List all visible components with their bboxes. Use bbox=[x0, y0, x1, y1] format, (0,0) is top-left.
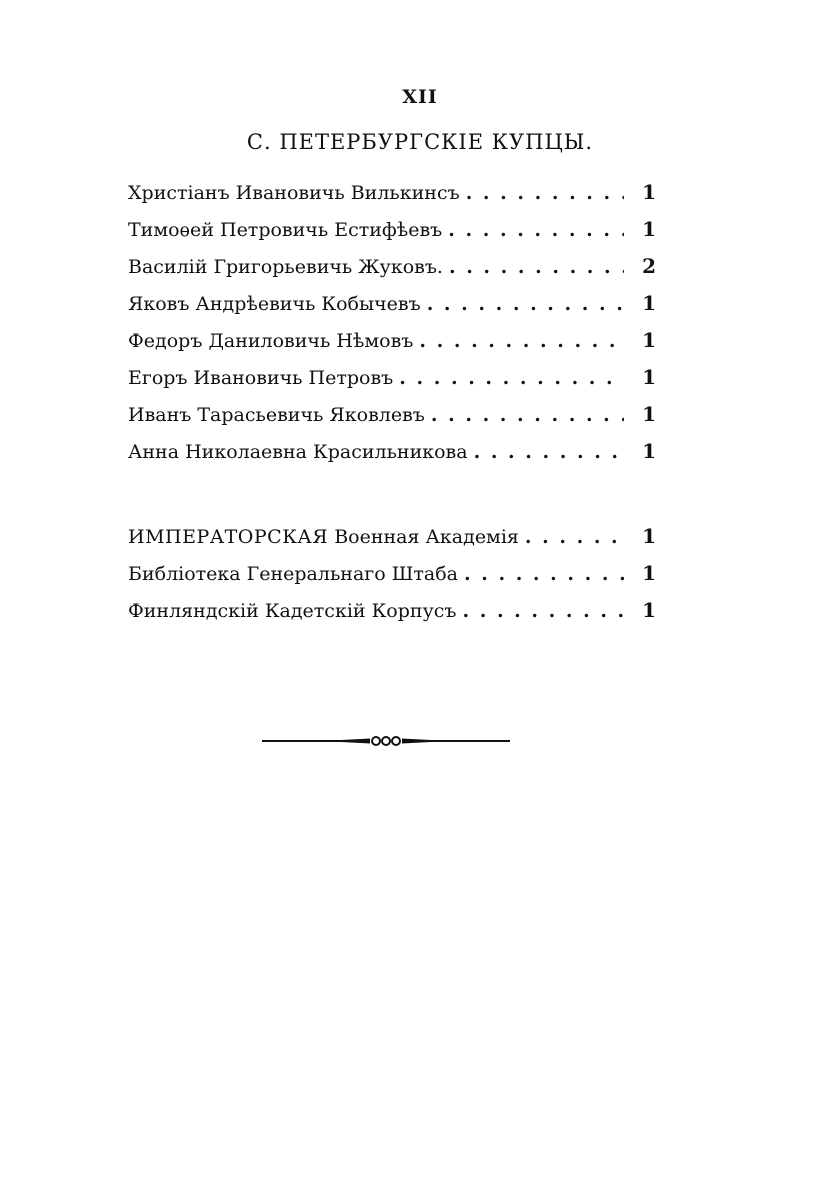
subscriber-name: Иванъ Тарасьевичь Яковлевъ bbox=[128, 404, 425, 426]
copies-count: 1 bbox=[642, 217, 656, 241]
dot-leader bbox=[419, 330, 624, 352]
ornament-bead bbox=[392, 737, 400, 745]
page-number: XII bbox=[402, 86, 438, 108]
copies-count: 1 bbox=[642, 402, 656, 426]
institution-name bbox=[128, 526, 519, 548]
copies-count: 1 bbox=[642, 180, 656, 204]
merchants-list bbox=[128, 180, 656, 476]
list-item bbox=[128, 598, 656, 635]
subscriber-name: Егоръ Ивановичь Петровъ bbox=[128, 367, 394, 389]
institution-name-rest: Военная Академія bbox=[328, 526, 519, 548]
section-title: С. ПЕТЕРБУРГСКІЕ КУПЦЫ. bbox=[246, 130, 594, 154]
copies-count: 1 bbox=[642, 439, 656, 463]
subscriber-name: Тимоѳей Петровичь Естифѣевъ bbox=[128, 219, 443, 241]
list-item bbox=[128, 524, 656, 561]
institution-name bbox=[128, 600, 456, 622]
dot-leader bbox=[474, 441, 624, 463]
list-item bbox=[128, 328, 656, 365]
dot-leader bbox=[525, 526, 624, 548]
institutions-list bbox=[128, 524, 656, 635]
dot-leader bbox=[431, 404, 624, 426]
dot-leader bbox=[449, 256, 624, 278]
subscriber-name: Христіанъ Ивановичь Вилькинсъ bbox=[128, 182, 460, 204]
list-item bbox=[128, 365, 656, 402]
copies-count: 2 bbox=[642, 254, 656, 278]
subscriber-name: Федоръ Даниловичь Нѣмовъ bbox=[128, 330, 414, 352]
institution-name-caps: ИМПЕРАТОРСКАЯ bbox=[128, 526, 329, 548]
copies-count: 1 bbox=[642, 291, 656, 315]
copies-count: 1 bbox=[642, 524, 656, 548]
copies-count: 1 bbox=[642, 328, 656, 352]
dot-leader bbox=[462, 600, 624, 622]
ornament-rule bbox=[262, 733, 510, 749]
ornament-taper-left bbox=[322, 739, 370, 744]
subscriber-name: Анна Николаевна Красильникова bbox=[128, 441, 468, 463]
dot-leader bbox=[464, 563, 624, 585]
institution-name-rest: Библіотека Генеральнаго Штаба bbox=[128, 563, 458, 585]
institution-name bbox=[128, 563, 458, 585]
copies-count: 1 bbox=[642, 598, 656, 622]
copies-count: 1 bbox=[642, 561, 656, 585]
copies-count: 1 bbox=[642, 365, 656, 389]
list-item bbox=[128, 439, 656, 476]
dot-leader bbox=[399, 367, 624, 389]
dot-leader bbox=[448, 219, 624, 241]
list-item bbox=[128, 561, 656, 598]
subscriber-name: Василій Григорьевичь Жуковъ. bbox=[128, 256, 443, 278]
subscriber-name: Яковъ Андрѣевичь Кобычевъ bbox=[128, 293, 421, 315]
ornament-bead bbox=[372, 737, 380, 745]
dot-leader bbox=[427, 293, 624, 315]
list-item bbox=[128, 180, 656, 217]
ornament-bead bbox=[382, 737, 390, 745]
list-item bbox=[128, 402, 656, 439]
list-item bbox=[128, 217, 656, 254]
dot-leader bbox=[466, 182, 624, 204]
institution-name-rest: Финляндскій Кадетскій Корпусъ bbox=[128, 600, 457, 622]
list-item bbox=[128, 291, 656, 328]
list-item bbox=[128, 254, 656, 291]
